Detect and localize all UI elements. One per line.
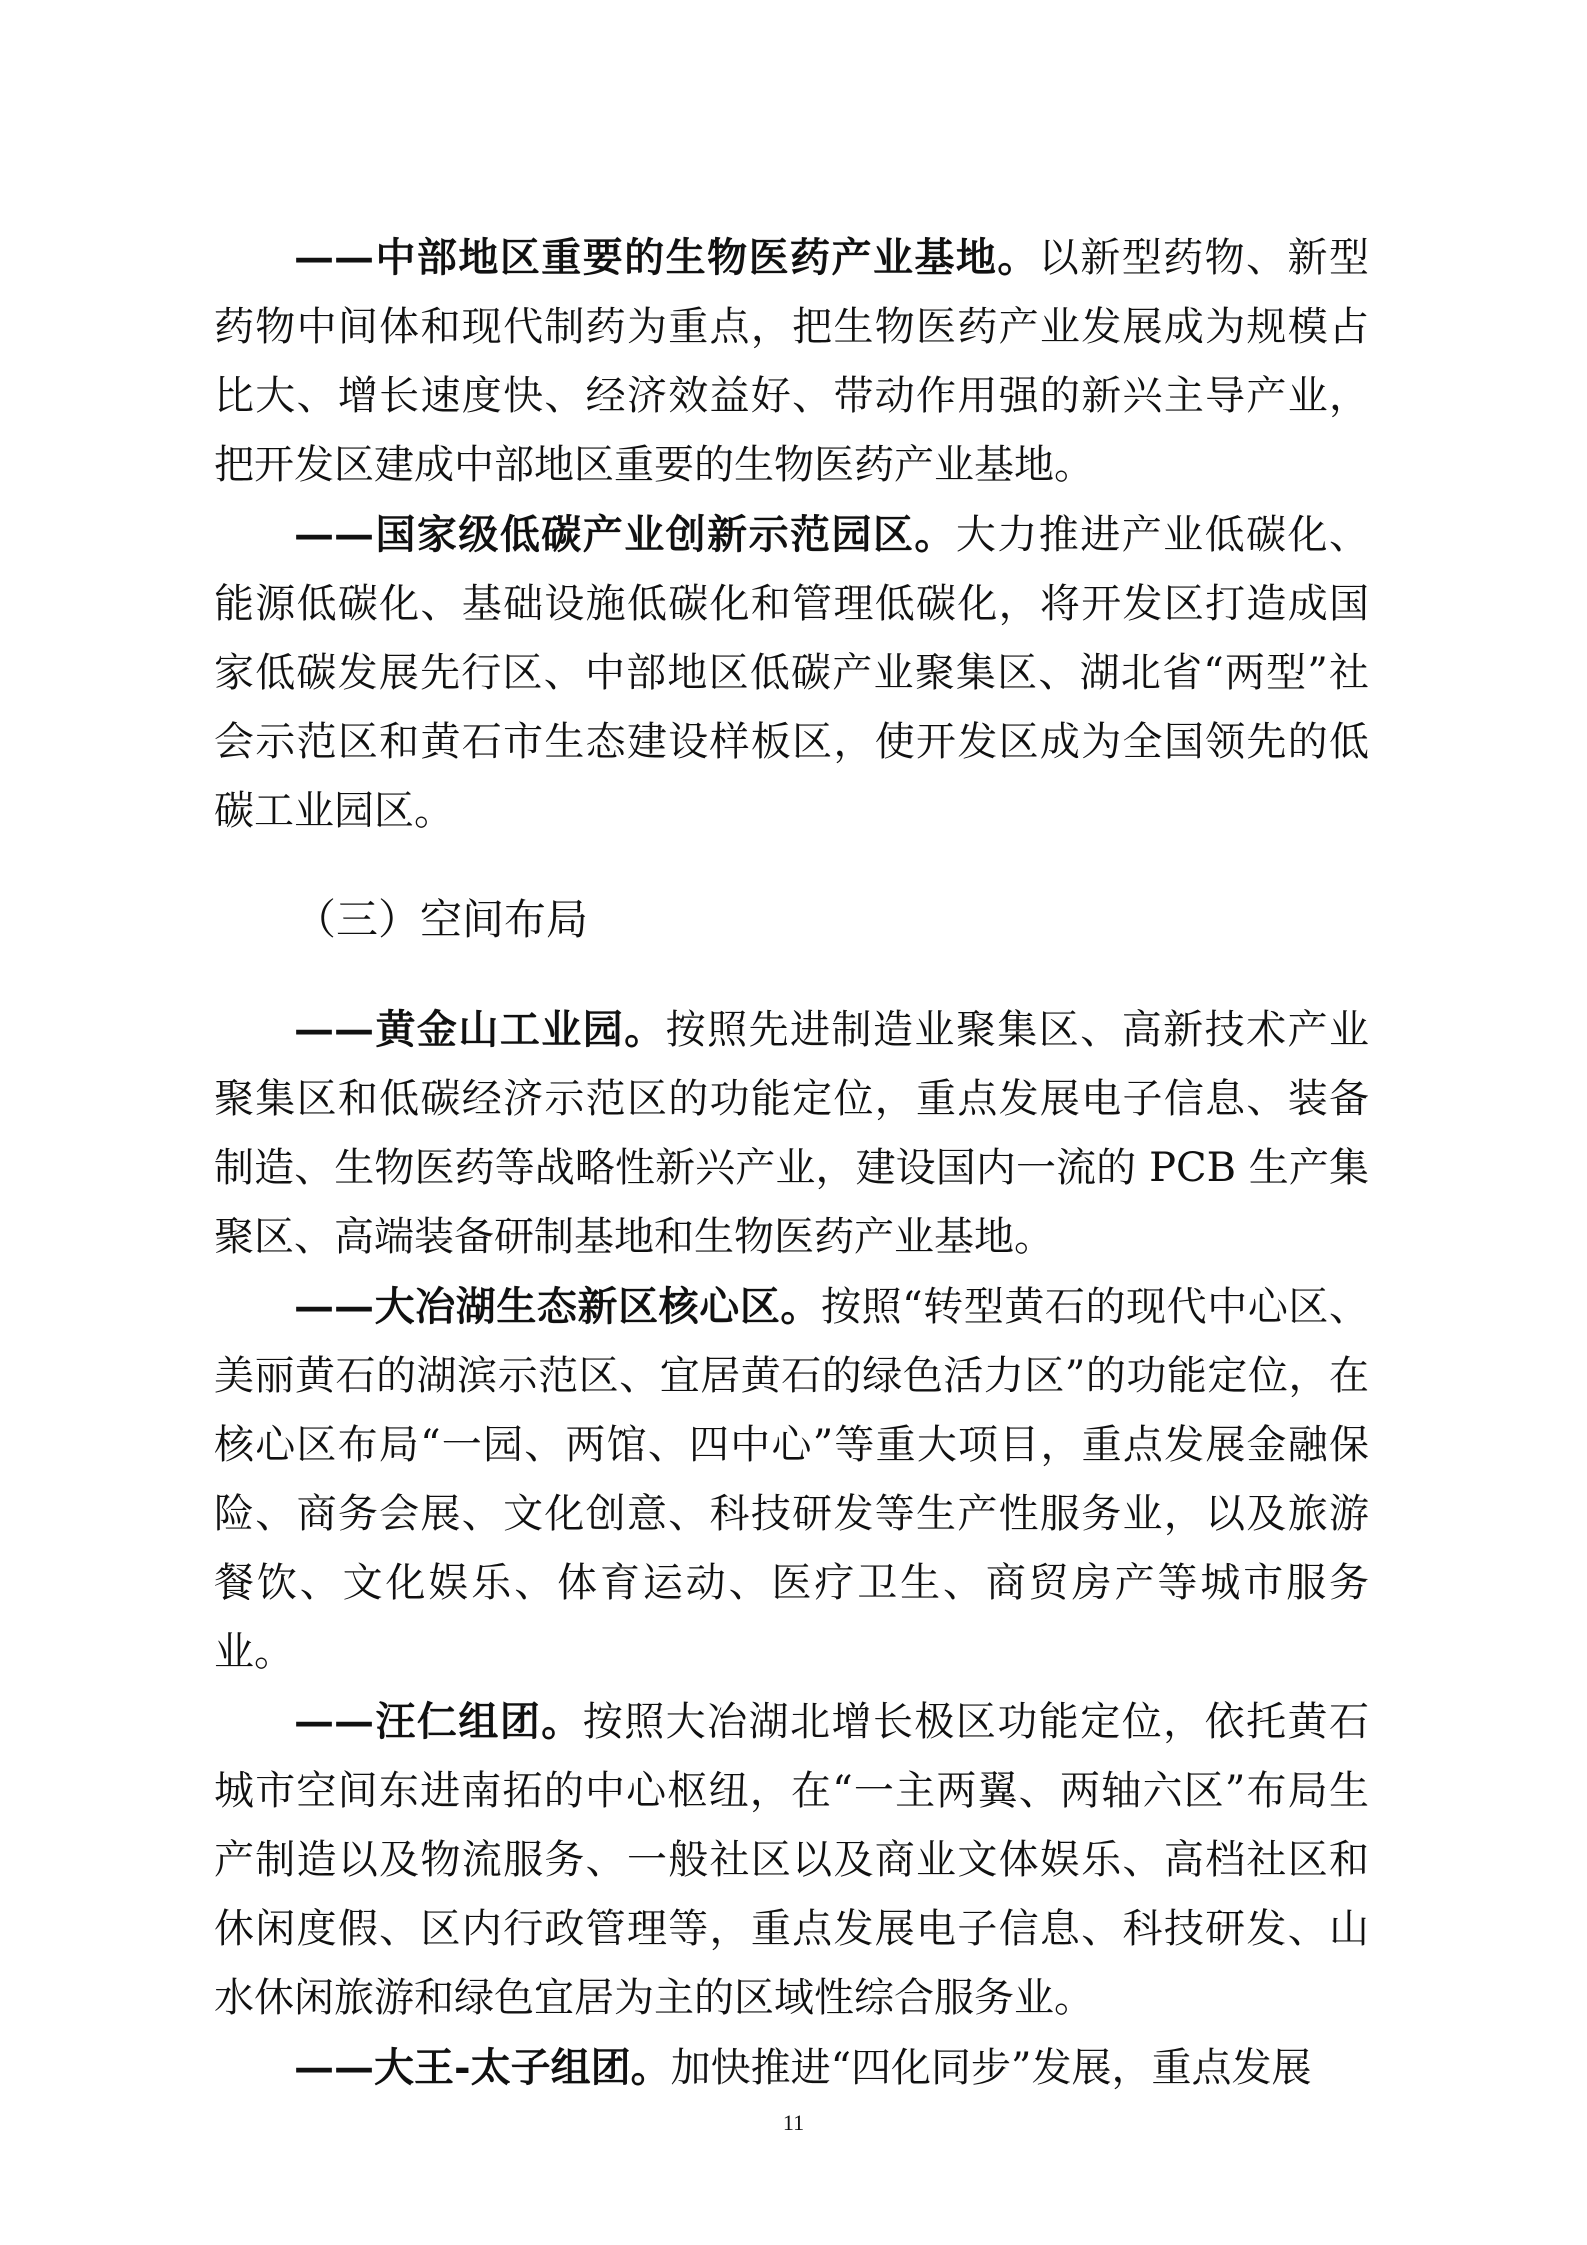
paragraph-lead: ——中部地区重要的生物医药产业基地。 [294, 234, 1039, 281]
paragraph-low-carbon-park [214, 500, 1369, 846]
section-heading: （三）空间布局 [294, 895, 589, 944]
paragraph-lead: ——国家级低碳产业创新示范园区。 [294, 511, 956, 558]
paragraph-lead: ——黄金山工业园。 [294, 1006, 666, 1053]
page-body [214, 223, 1369, 2103]
page-number: 11 [782, 2110, 805, 2135]
paragraph-wangren-cluster [214, 1687, 1369, 2033]
paragraph-lead: ——大王-太子组团。 [294, 2044, 671, 2091]
paragraph-dawang-taizi-cluster [214, 2033, 1369, 2103]
paragraph-daye-lake-core [214, 1272, 1369, 1687]
paragraph-lead: ——大冶湖生态新区核心区。 [294, 1283, 821, 1330]
paragraph-body: 按照先进制造业聚集区、高新技术产业聚集区和低碳经济示范区的功能定位，重点发展电子信息、装备制造、生物医药等战略性新兴产业，建设国内一流的 PCB 生产集聚区、高端装备研制基地和生物医药产业基地。 [214, 1007, 1370, 1260]
paragraph-biomedicine-base [214, 223, 1369, 500]
paragraph-body: 按照“转型黄石的现代中心区、美丽黄石的湖滨示范区、宜居黄石的绿色活力区”的功能定位，在核心区布局“一园、两馆、四中心”等重大项目，重点发展金融保险、商务会展、文化创意、科技研发等生产性服务业，以及旅游餐饮、文化娱乐、体育运动、医疗卫生、商贸房产等城市服务业。 [214, 1284, 1369, 1675]
paragraph-body: 大力推进产业低碳化、能源低碳化、基础设施低碳化和管理低碳化，将开发区打造成国家低碳发展先行区、中部地区低碳产业聚集区、湖北省“两型”社会示范区和黄石市生态建设样板区，使开发区成为全国领先的低碳工业园区。 [214, 512, 1369, 834]
paragraph-body: 以新型药物、新型药物中间体和现代制药为重点，把生物医药产业发展成为规模占比大、增长速度快、经济效益好、带动作用强的新兴主导产业，把开发区建成中部地区重要的生物医药产业基地。 [214, 235, 1370, 488]
paragraph-huangjinshan-park [214, 995, 1369, 1272]
paragraph-body: 按照大冶湖北增长极区功能定位，依托黄石城市空间东进南拓的中心枢纽，在“一主两翼、两轴六区”布局生产制造以及物流服务、一般社区以及商业文体娱乐、高档社区和休闲度假、区内行政管理等，重点发展电子信息、科技研发、山水休闲旅游和绿色宜居为主的区域性综合服务业。 [214, 1699, 1369, 2021]
paragraph-lead: ——汪仁组团。 [294, 1698, 583, 1745]
paragraph-body: 加快推进“四化同步”发展，重点发展 [670, 2045, 1312, 2091]
